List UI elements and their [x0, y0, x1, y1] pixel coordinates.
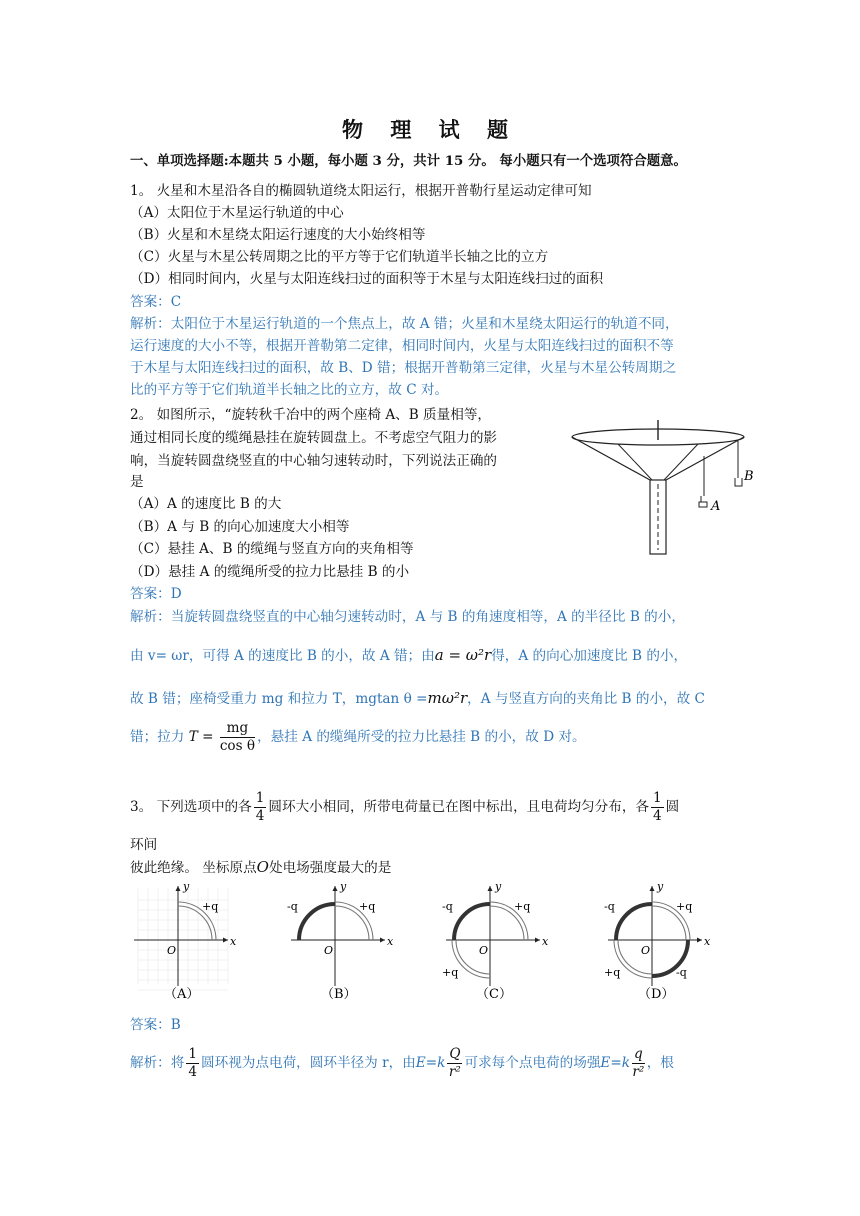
positive-charge-label: +q — [514, 900, 531, 913]
q1-explanation-1: 解析：太阳位于木星运行轨道的一个焦点上，故 A 错；火星和木星绕太阳运行的轨道不同， — [130, 316, 679, 332]
q3-exp-fraction-q — [447, 1046, 462, 1081]
q1-stem: 1。 火星和木星沿各自的椭圆轨道绕太阳运行，根据开普勒行星运动定律可知 — [130, 183, 592, 199]
q2-option-d: （D）悬挂 A 的缆绳所受的拉力比悬挂 B 的小 — [130, 564, 410, 580]
q1-explanation-4: 比的平方等于它们轨道半长轴之比的立方，故 C 对。 — [130, 382, 449, 398]
q3-origin-symbol: O — [256, 858, 269, 876]
q2-stem-1: 2。 如图所示，“旋转秋千冶中的两个座椅 A、B 质量相等， — [130, 407, 492, 423]
positive-charge-label: +q — [442, 966, 459, 979]
ring-quadrant-2 — [616, 904, 652, 940]
x-axis-arrow — [697, 938, 702, 943]
q1-option-d: （D）相同时间内，火星与太阳连线扫过的面积等于木星与太阳连线扫过的面积 — [130, 271, 604, 287]
q2-explanation-2 — [130, 645, 687, 666]
origin-label: O — [167, 944, 177, 957]
figure-label: （D） — [638, 987, 675, 1002]
q3-explanation — [130, 1046, 674, 1081]
q2-stem-2: 通过相同长度的缆绳悬挂在旋转圆盘上。不考虑空气阻力的影 — [130, 430, 498, 446]
seat-b-label: B — [744, 469, 754, 484]
q3-quarter-fraction-1 — [254, 790, 267, 825]
figure-label: （C） — [476, 987, 512, 1002]
q3-stem-1 — [130, 790, 679, 825]
q3-exp-fraction-small-q — [632, 1046, 645, 1081]
q3-stem-2: 环间 — [130, 837, 158, 853]
q2-explanation-1: 解析：当旋转圆盘绕竖直的中心轴匀速转动时，A 与 B 的角速度相等，A 的半径比 B 的小， — [130, 609, 685, 625]
q3-exp-text-b: 圆环视为点电荷，圆环半径为 r，由 — [201, 1055, 416, 1071]
q2-option-c: （C）悬挂 A、B 的缆绳与竖直方向的夹角相等 — [130, 541, 414, 557]
positive-charge-label: +q — [604, 966, 621, 979]
q3-frac-den-2: 4 — [653, 808, 662, 824]
positive-charge-label: +q — [676, 900, 693, 913]
q3-quarter-fraction-2 — [651, 790, 664, 825]
q3-exp-num-q2: q — [633, 1046, 643, 1062]
q3-stem-text-c: 圆 — [665, 799, 680, 815]
q3-stem3-text-b: 处电场强度最大的是 — [268, 860, 392, 876]
q2-exp4-tension: T = — [188, 729, 214, 745]
x-axis-label: x — [704, 935, 711, 948]
q3-stem-text-b: 圆环大小相同，所带电荷量已在图中标出，且电荷均匀分布，各 — [268, 799, 650, 815]
q2-exp4-fraction — [220, 720, 255, 755]
origin-label: O — [324, 944, 334, 957]
x-axis-arrow — [380, 938, 385, 943]
q3-stem-3 — [130, 857, 391, 878]
q2-exp4-numerator: mg — [220, 720, 255, 738]
ring-figures — [130, 880, 730, 1008]
y-axis-arrow — [650, 886, 655, 891]
q3-exp-formula-e1: E=k — [415, 1055, 446, 1071]
q3-exp-frac-num: 1 — [188, 1046, 198, 1062]
q3-exp-den-r2-2: r² — [632, 1064, 645, 1080]
origin-label: O — [479, 944, 489, 957]
rotating-swing-figure — [568, 418, 758, 560]
ring-quadrant-2 — [299, 904, 335, 940]
q1-option-b: （B）火星和木星绕太阳运行速度的大小始终相等 — [130, 227, 426, 243]
q2-exp4-denominator: cos θ — [219, 738, 256, 754]
q2-explanation-3 — [130, 688, 705, 709]
q2-exp3-text-b: ，A 与竖直方向的夹角比 B 的小，故 C — [467, 691, 705, 707]
q3-frac-den-1: 4 — [255, 808, 265, 824]
q2-exp3-text-a: 故 B 错；座椅受重力 mg 和拉力 T，mgtan θ = — [130, 691, 428, 707]
negative-charge-label: -q — [676, 966, 687, 979]
q2-exp4-text-b: ，悬挂 A 的缆绳所受的拉力比悬挂 B 的小，故 D 对。 — [257, 729, 586, 745]
q1-option-a: （A）太阳位于木星运行轨道的中心 — [130, 205, 344, 221]
q2-option-b: （B）A 与 B 的向心加速度大小相等 — [130, 519, 350, 535]
positive-charge-label: +q — [202, 900, 219, 913]
q1-answer: 答案：C — [130, 294, 182, 310]
origin-label: O — [641, 944, 651, 957]
q2-exp2-text-b: 得，A 的向心加速度比 B 的小， — [491, 648, 688, 664]
x-axis-label: x — [230, 935, 237, 948]
q3-exp-num-q1: Q — [449, 1046, 461, 1062]
q1-explanation-2: 运行速度的大小不等，根据开普勒第二定律，相同时间内，火星与太阳连线扫过的面积不等 — [130, 338, 674, 354]
q3-exp-den-r2-1: r² — [448, 1064, 461, 1080]
q2-answer: 答案：D — [130, 586, 182, 602]
q2-exp3-formula: mω²r — [427, 689, 468, 707]
y-axis-label: y — [495, 880, 502, 893]
q3-answer: 答案：B — [130, 1017, 181, 1033]
x-axis-arrow — [535, 938, 540, 943]
figure-label: （B） — [321, 987, 357, 1002]
q1-option-c: （C）火星与木星公转周期之比的平方等于它们轨道半长轴之比的立方 — [130, 249, 549, 265]
x-axis-label: x — [542, 935, 549, 948]
seat-a-label: A — [711, 499, 721, 514]
section-heading: 一、单项选择题:本题共 5 小题，每小题 3 分，共计 15 分。 每小题只有一个选项符合题意。 — [130, 153, 687, 169]
q2-stem-4: 是 — [130, 474, 144, 490]
q1-explanation-3: 于木星与太阳连线扫过的面积，故 B、D 错；根据开普勒第三定律，火星与木星公转周期之 — [130, 360, 677, 376]
q3-frac-num-1: 1 — [255, 790, 265, 806]
y-axis-label: y — [183, 880, 190, 893]
q3-exp-text-a: 解析：将 — [130, 1055, 185, 1071]
q3-exp-formula-e2: E=k — [600, 1055, 630, 1071]
q3-frac-num-2: 1 — [653, 790, 662, 806]
y-axis-label: y — [340, 880, 347, 893]
q2-stem-3: 响，当旋转圆盘绕竖直的中心轴匀速转动时，下列说法正确的 — [130, 453, 498, 469]
q2-exp2-formula: a = ω²r — [434, 646, 492, 664]
q2-explanation-4 — [130, 720, 586, 755]
negative-charge-label: -q — [287, 900, 298, 913]
negative-charge-label: -q — [442, 900, 453, 913]
q2-exp2-text-a: 由 v= ωr，可得 A 的速度比 B 的小，故 A 错；由 — [130, 648, 435, 664]
ring-quadrant-2 — [454, 904, 490, 940]
x-axis-arrow — [223, 938, 228, 943]
q3-stem-text-a: 3。 下列选项中的各 — [130, 799, 252, 815]
x-axis-label: x — [387, 935, 394, 948]
q3-exp-quarter-fraction — [186, 1046, 199, 1081]
figure-label: （A） — [164, 987, 200, 1002]
positive-charge-label: +q — [359, 900, 376, 913]
y-axis-arrow — [176, 886, 181, 891]
q3-exp-frac-den: 4 — [188, 1064, 198, 1080]
page-title: 物 理 试 题 — [342, 117, 518, 142]
q3-exp-text-d: ，根 — [646, 1055, 674, 1071]
q2-exp4-text-a: 错；拉力 — [130, 729, 185, 745]
q2-option-a: （A）A 的速度比 B 的大 — [130, 496, 282, 512]
q3-stem3-text-a: 彼此绝缘。 坐标原点 — [130, 860, 257, 876]
y-axis-arrow — [488, 886, 493, 891]
y-axis-label: y — [657, 880, 664, 893]
q3-exp-text-c: 可求每个点电荷的场强 — [464, 1055, 601, 1071]
negative-charge-label: -q — [604, 900, 615, 913]
y-axis-arrow — [333, 886, 338, 891]
